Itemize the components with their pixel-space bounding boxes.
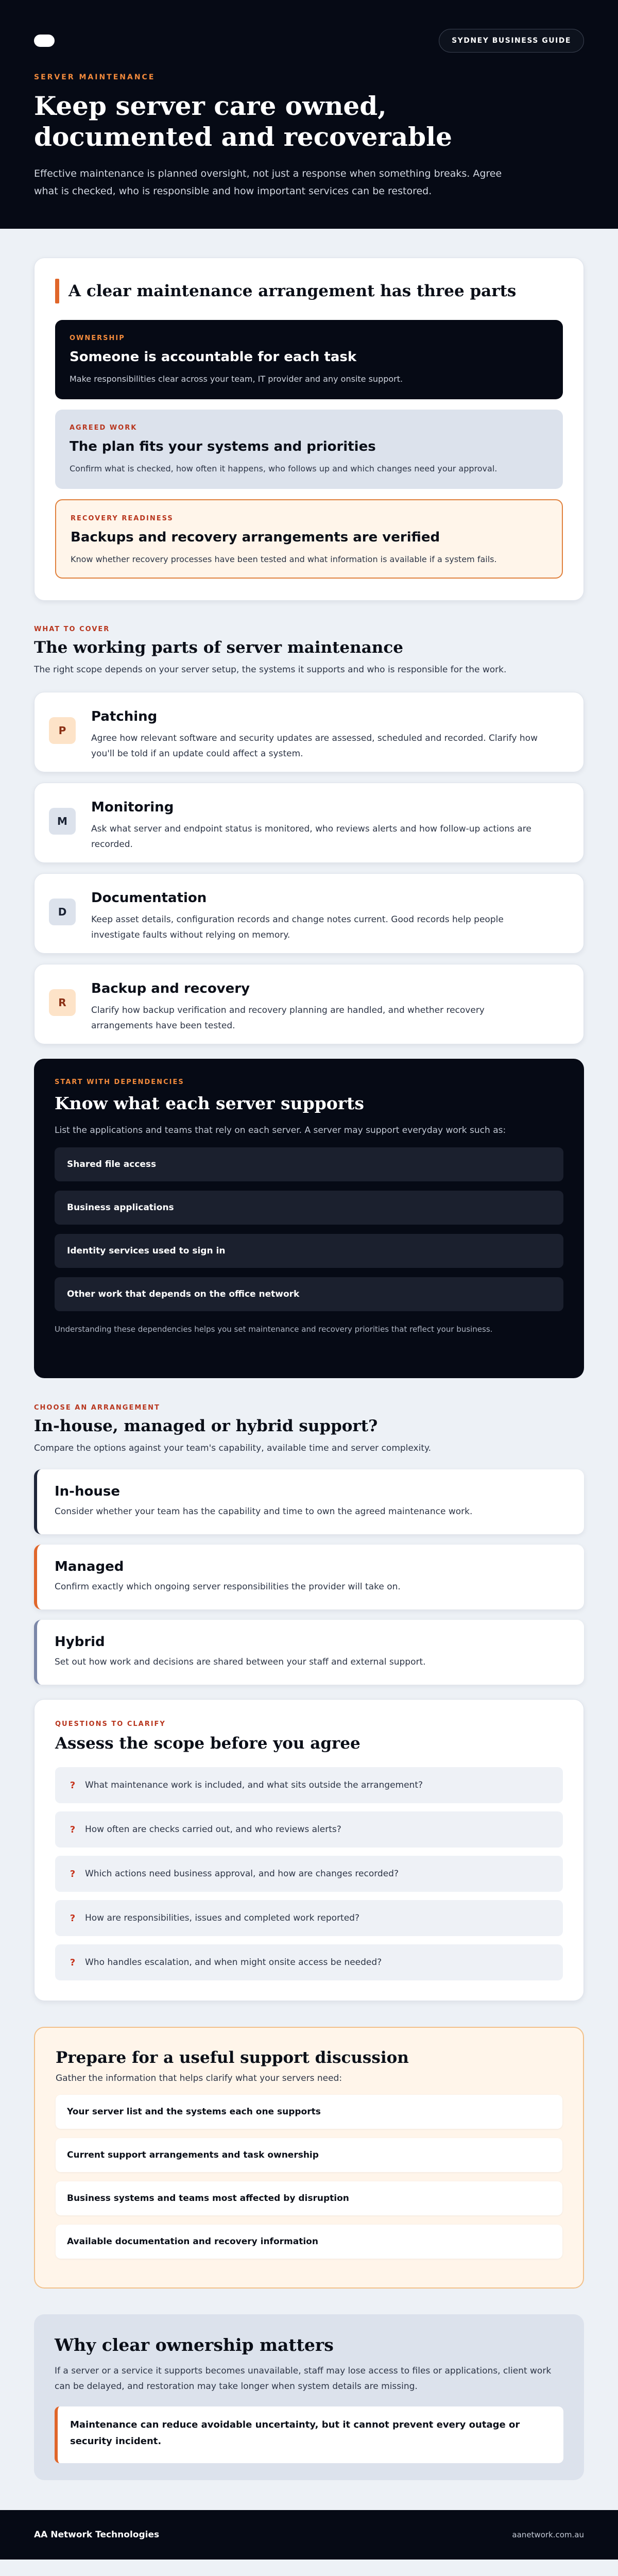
prepare-item: Business systems and teams most affected by disruption: [56, 2181, 562, 2215]
parts-header: [55, 279, 563, 303]
part-ownership: [55, 320, 563, 399]
why-card: [34, 2314, 584, 2480]
part-desc: Make responsibilities clear across your team, IT provider and any onsite support.: [70, 374, 403, 384]
question-mark-icon: ?: [70, 1780, 76, 1791]
part-recovery-readiness: [55, 499, 563, 579]
part-title: Someone is accountable for each task: [70, 349, 357, 365]
dep-item: Other work that depends on the office network: [55, 1277, 563, 1311]
section-title: The working parts of server maintenance: [34, 638, 403, 657]
work-item-documentation: [34, 873, 584, 954]
deps-title: Know what each server supports: [55, 1093, 364, 1113]
section-kicker: WHAT TO COVER: [34, 625, 110, 633]
hero-kicker: SERVER MAINTENANCE: [34, 73, 156, 81]
questions-title: Assess the scope before you agree: [55, 1734, 360, 1753]
questions-card: [34, 1699, 584, 2001]
arrangement-desc: Confirm exactly which ongoing server responsibilities the provider will take on.: [55, 1582, 401, 1592]
question-item: [55, 1944, 563, 1980]
logo[interactable]: [34, 35, 55, 47]
question-item: [55, 1900, 563, 1936]
prepare-title: Prepare for a useful support discussion: [56, 2048, 409, 2067]
question-mark-icon: ?: [70, 1868, 76, 1879]
deps-footnote: Understanding these dependencies helps you set maintenance and recovery priorities that reflect your business.: [55, 1325, 493, 1334]
prepare-item: Your server list and the systems each one supports: [56, 2095, 562, 2129]
work-title: Patching: [91, 709, 158, 724]
main-content: [0, 229, 618, 2480]
work-item-monitoring: [34, 783, 584, 863]
part-kicker: RECOVERY READINESS: [71, 515, 174, 522]
dep-item: Shared file access: [55, 1147, 563, 1181]
arrangement-desc: Set out how work and decisions are shared between your staff and external support.: [55, 1657, 426, 1667]
work-desc: Clarify how backup verification and recovery planning are handled, and whether recovery arrangements have been tested.: [91, 1005, 485, 1031]
work-desc: Keep asset details, configuration records and change notes current. Good records help people investigate faults without relying on memory.: [91, 914, 504, 940]
work-item-patching: [34, 692, 584, 772]
work-badge: P: [49, 717, 76, 744]
dep-item: Identity services used to sign in: [55, 1234, 563, 1268]
work-title: Documentation: [91, 890, 207, 906]
why-callout: Maintenance can reduce avoidable uncertainty, but it cannot prevent every outage or security incident.: [55, 2406, 563, 2463]
question-text: Which actions need business approval, and how are changes recorded?: [85, 1869, 399, 1879]
question-item: [55, 1767, 563, 1803]
dep-item: Business applications: [55, 1191, 563, 1225]
work-badge: D: [49, 899, 76, 925]
parts-title: A clear maintenance arrangement has three parts: [68, 282, 517, 300]
section-desc: The right scope depends on your server setup, the systems it supports and who is responsible for the work.: [34, 665, 507, 675]
work-desc: Agree how relevant software and security updates are assessed, scheduled and recorded. Clarify how you'll be told if an update could affect a system.: [91, 733, 538, 759]
arrangement-title: Managed: [55, 1559, 124, 1574]
question-item: [55, 1811, 563, 1848]
work-title: Monitoring: [91, 800, 174, 815]
question-item: [55, 1856, 563, 1892]
work-desc: Ask what server and endpoint status is monitored, who reviews alerts and how follow-up actions are recorded.: [91, 824, 531, 850]
part-desc: Know whether recovery processes have been tested and what information is available if a system fails.: [71, 554, 497, 564]
footer-url-link[interactable]: aanetwork.com.au: [512, 2530, 584, 2539]
work-title: Backup and recovery: [91, 981, 250, 996]
why-title: Why clear ownership matters: [55, 2335, 334, 2355]
deps-desc: List the applications and teams that rely on each server. A server may support everyday work such as:: [55, 1125, 506, 1136]
arrangement-section: [34, 1404, 584, 1685]
parts-card: [34, 258, 584, 601]
prepare-item: Available documentation and recovery information: [56, 2225, 562, 2259]
work-badge: M: [49, 808, 76, 835]
arrangement-desc: Consider whether your team has the capability and time to own the agreed maintenance work.: [55, 1506, 473, 1517]
question-text: How are responsibilities, issues and completed work reported?: [85, 1913, 359, 1923]
arrangement-in-house: [34, 1469, 584, 1534]
accent-bar: [55, 279, 59, 303]
prepare-desc: Gather the information that helps clarify what your servers need:: [56, 2073, 342, 2083]
prepare-card: [34, 2027, 584, 2289]
questions-kicker: QUESTIONS TO CLARIFY: [55, 1720, 166, 1728]
footer-brand: AA Network Technologies: [34, 2530, 160, 2540]
work-badge: R: [49, 989, 76, 1016]
question-mark-icon: ?: [70, 1824, 76, 1835]
arrangement-title: In-house: [55, 1484, 120, 1499]
why-desc: If a server or a service it supports becomes unavailable, staff may lose access to files or applications, client work can be delayed, and restoration may take longer when system details are missing.: [55, 2366, 552, 2392]
question-text: Who handles escalation, and when might onsite access be needed?: [85, 1957, 382, 1968]
footer: [0, 2510, 618, 2560]
hero: [0, 0, 618, 229]
part-kicker: OWNERSHIP: [70, 334, 125, 342]
part-agreed-work: [55, 410, 563, 489]
section-kicker: CHOOSE AN ARRANGEMENT: [34, 1404, 160, 1412]
work-section: [34, 625, 584, 1044]
hero-description: Effective maintenance is planned oversight, not just a response when something breaks. Agree what is checked, who is responsible and how important services can be restored.: [34, 168, 502, 197]
hero-title: Keep server care owned, documented and recoverable: [34, 91, 452, 152]
question-text: How often are checks carried out, and who reviews alerts?: [85, 1824, 341, 1835]
part-title: The plan fits your systems and priorities: [70, 439, 376, 454]
section-title: In-house, managed or hybrid support?: [34, 1417, 378, 1435]
arrangement-list: [34, 1469, 584, 1685]
question-mark-icon: ?: [70, 1912, 76, 1924]
work-item-backup-recovery: [34, 964, 584, 1044]
part-desc: Confirm what is checked, how often it happens, who follows up and which changes need your approval.: [70, 464, 497, 473]
question-text: What maintenance work is included, and what sits outside the arrangement?: [85, 1780, 423, 1790]
dependencies-card: [34, 1059, 584, 1378]
deps-kicker: START WITH DEPENDENCIES: [55, 1078, 184, 1086]
part-kicker: AGREED WORK: [70, 424, 138, 432]
prepare-item: Current support arrangements and task ownership: [56, 2138, 562, 2172]
work-list: [34, 692, 584, 1044]
section-desc: Compare the options against your team's capability, available time and server complexity.: [34, 1443, 432, 1453]
arrangement-hybrid: [34, 1620, 584, 1685]
question-mark-icon: ?: [70, 1957, 76, 1968]
arrangement-title: Hybrid: [55, 1634, 105, 1650]
part-title: Backups and recovery arrangements are verified: [71, 530, 440, 545]
guide-badge: SYDNEY BUSINESS GUIDE: [439, 29, 584, 53]
arrangement-managed: [34, 1545, 584, 1609]
